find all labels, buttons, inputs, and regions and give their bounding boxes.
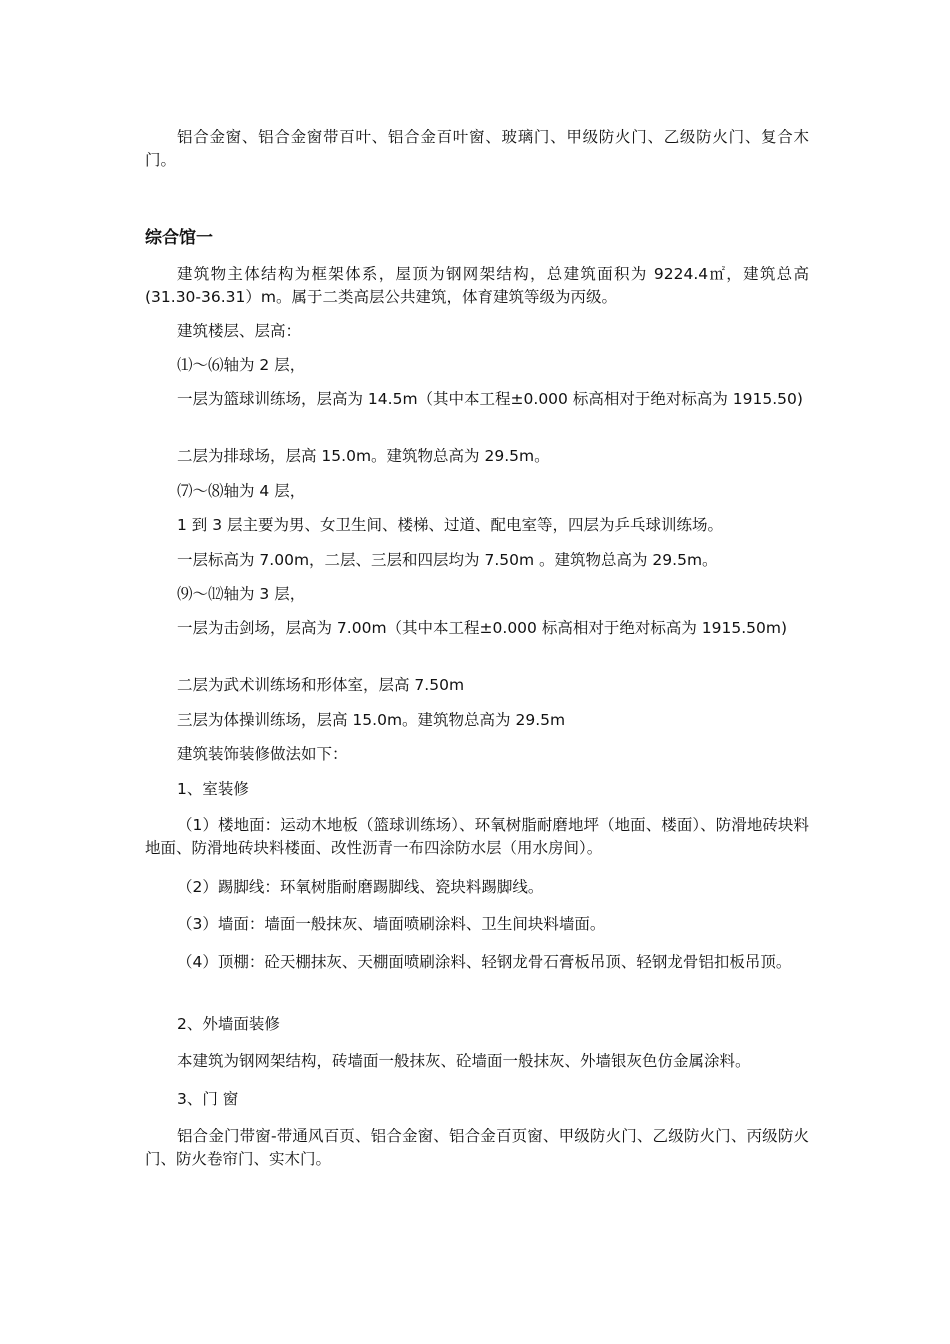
paragraph: ⑺～⑻轴为 4 层，: [177, 482, 306, 500]
paragraph: 二层为武术训练场和形体室，层高 7.50m: [177, 676, 465, 694]
paragraph: ⑴～⑹轴为 2 层，: [177, 356, 306, 374]
paragraph: 铝合金门带窗-带通风百页、铝合金窗、铝合金百页窗、甲级防火门、乙级防火门、丙级防火门、防火卷帘门、实木门。: [145, 1127, 809, 1168]
paragraph: （2）踢脚线：环氧树脂耐磨踢脚线、瓷块料踢脚线。: [177, 878, 544, 896]
paragraph: （3）墙面：墙面一般抹灰、墙面喷刷涂料、卫生间块料墙面。: [177, 915, 606, 933]
paragraph: 一层为击剑场，层高为 7.00m（其中本工程±0.000 标高相对于绝对标高为 1915.50m): [177, 619, 787, 637]
paragraph: 1、室装修: [177, 780, 249, 798]
paragraph: 二层为排球场，层高 15.0m。建筑物总高为 29.5m。: [177, 447, 550, 465]
paragraph: 建筑装饰装修做法如下：: [177, 745, 348, 763]
paragraph: 三层为体操训练场，层高 15.0m。建筑物总高为 29.5m: [177, 711, 566, 729]
paragraph: 建筑楼层、层高：: [177, 322, 302, 340]
paragraph: ⑼～⑿轴为 3 层，: [177, 585, 306, 603]
paragraph: 2、外墙面装修: [177, 1015, 280, 1033]
paragraph: 本建筑为钢网架结构，砖墙面一般抹灰、砼墙面一般抹灰、外墙银灰色仿金属涂料。: [177, 1052, 751, 1070]
paragraph: 3、门 窗: [177, 1090, 239, 1108]
paragraph: 一层标高为 7.00m，二层、三层和四层均为 7.50m 。建筑物总高为 29.5m。: [177, 551, 718, 569]
paragraph: 1 到 3 层主要为男、女卫生间、楼梯、过道、配电室等，四层为乒乓球训练场。: [177, 516, 724, 534]
top-paragraph: 铝合金窗、铝合金窗带百叶、铝合金百叶窗、玻璃门、甲级防火门、乙级防火门、复合木门。: [145, 128, 809, 169]
paragraph: （4）顶棚：砼天棚抹灰、天棚面喷刷涂料、轻钢龙骨石膏板吊顶、轻钢龙骨铝扣板吊顶。: [177, 953, 792, 971]
paragraph: 一层为篮球训练场，层高为 14.5m（其中本工程±0.000 标高相对于绝对标高为 1915.50): [177, 390, 803, 408]
section-heading: 综合馆一: [145, 228, 213, 248]
paragraph-intro: 建筑物主体结构为框架体系，屋顶为钢网架结构，总建筑面积为 9224.4㎡，建筑总高(31.30-36.31）m。属于二类高层公共建筑，体育建筑等级为丙级。: [145, 265, 809, 306]
paragraph: （1）楼地面：运动木地板（篮球训练场）、环氧树脂耐磨地坪（地面、楼面）、防滑地砖块料地面、防滑地砖块料楼面、改性沥青一布四涂防水层（用水房间）。: [145, 816, 809, 857]
